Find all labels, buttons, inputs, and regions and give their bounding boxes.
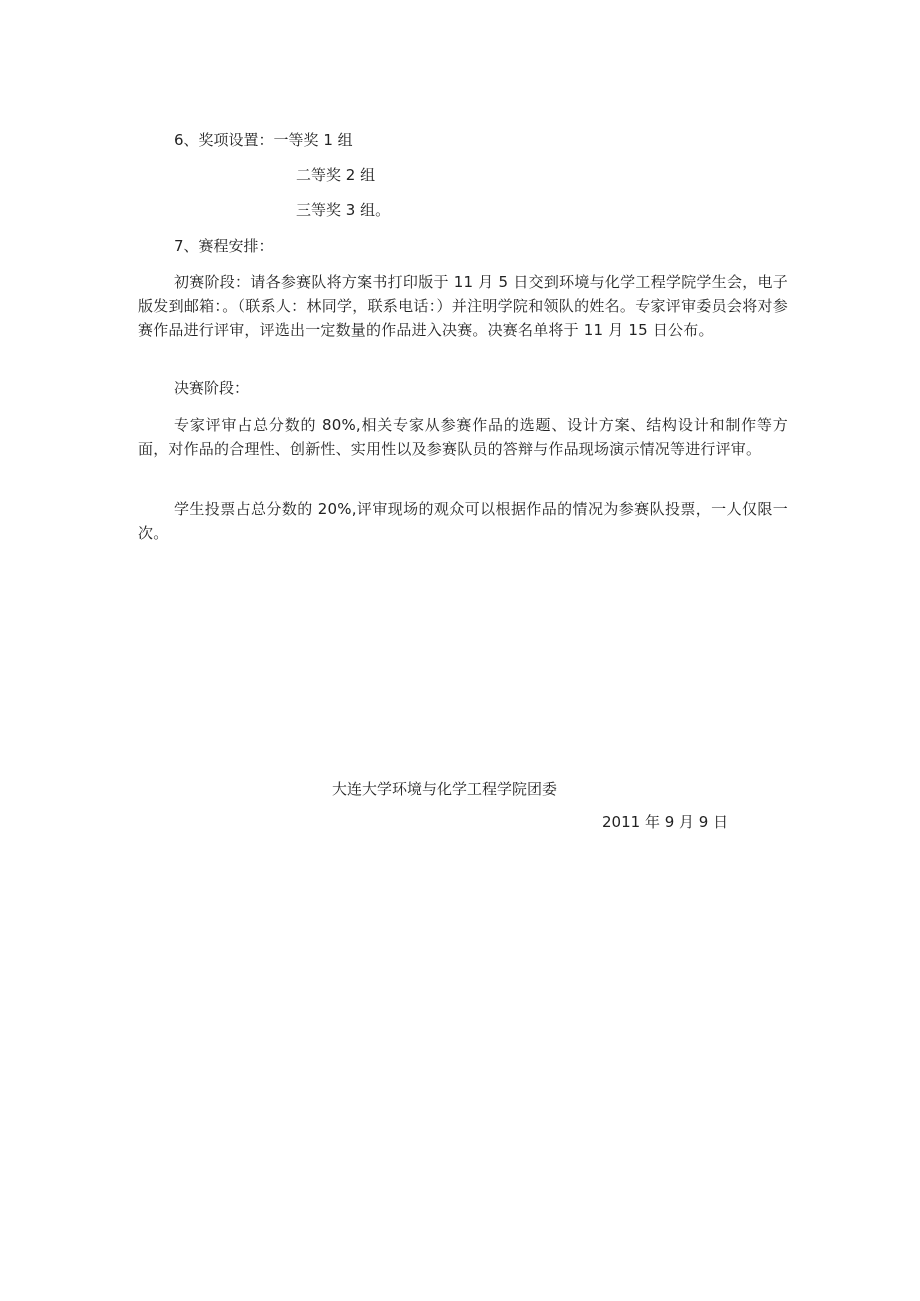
preliminary-paragraph: 初赛阶段：请各参赛队将方案书打印版于 11 月 5 日交到环境与化学工程学院学生会，电子版发到邮箱：。（联系人：林同学，联系电话：）并注明学院和领队的姓名。专家评审委员会将对参赛作品进行评审，评选出一定数量的作品进入决赛。决赛名单将于 11 月 15 日公布。 [138, 273, 788, 339]
final-heading: 决赛阶段： [174, 379, 250, 397]
student-vote-paragraph: 学生投票占总分数的 20%,评审现场的观众可以根据作品的情况为参赛队投票，一人仅限一次。 [138, 500, 788, 542]
expert-review-paragraph: 专家评审占总分数的 80%,相关专家从参赛作品的选题、设计方案、结构设计和制作等方面，对作品的合理性、创新性、实用性以及参赛队员的答辩与作品现场演示情况等进行评审。 [138, 416, 788, 458]
award-first: 一等奖 1 组 [273, 131, 353, 149]
award-second: 二等奖 2 组 [296, 166, 376, 184]
award-third: 三等奖 3 组。 [296, 201, 391, 219]
schedule-heading: 7、赛程安排： [174, 237, 274, 255]
signature-organization: 大连大学环境与化学工程学院团委 [332, 780, 558, 798]
signature-date: 2011 年 9 月 9 日 [602, 813, 729, 831]
awards-heading: 6、奖项设置： [174, 131, 274, 149]
awards-heading-row [174, 130, 353, 150]
